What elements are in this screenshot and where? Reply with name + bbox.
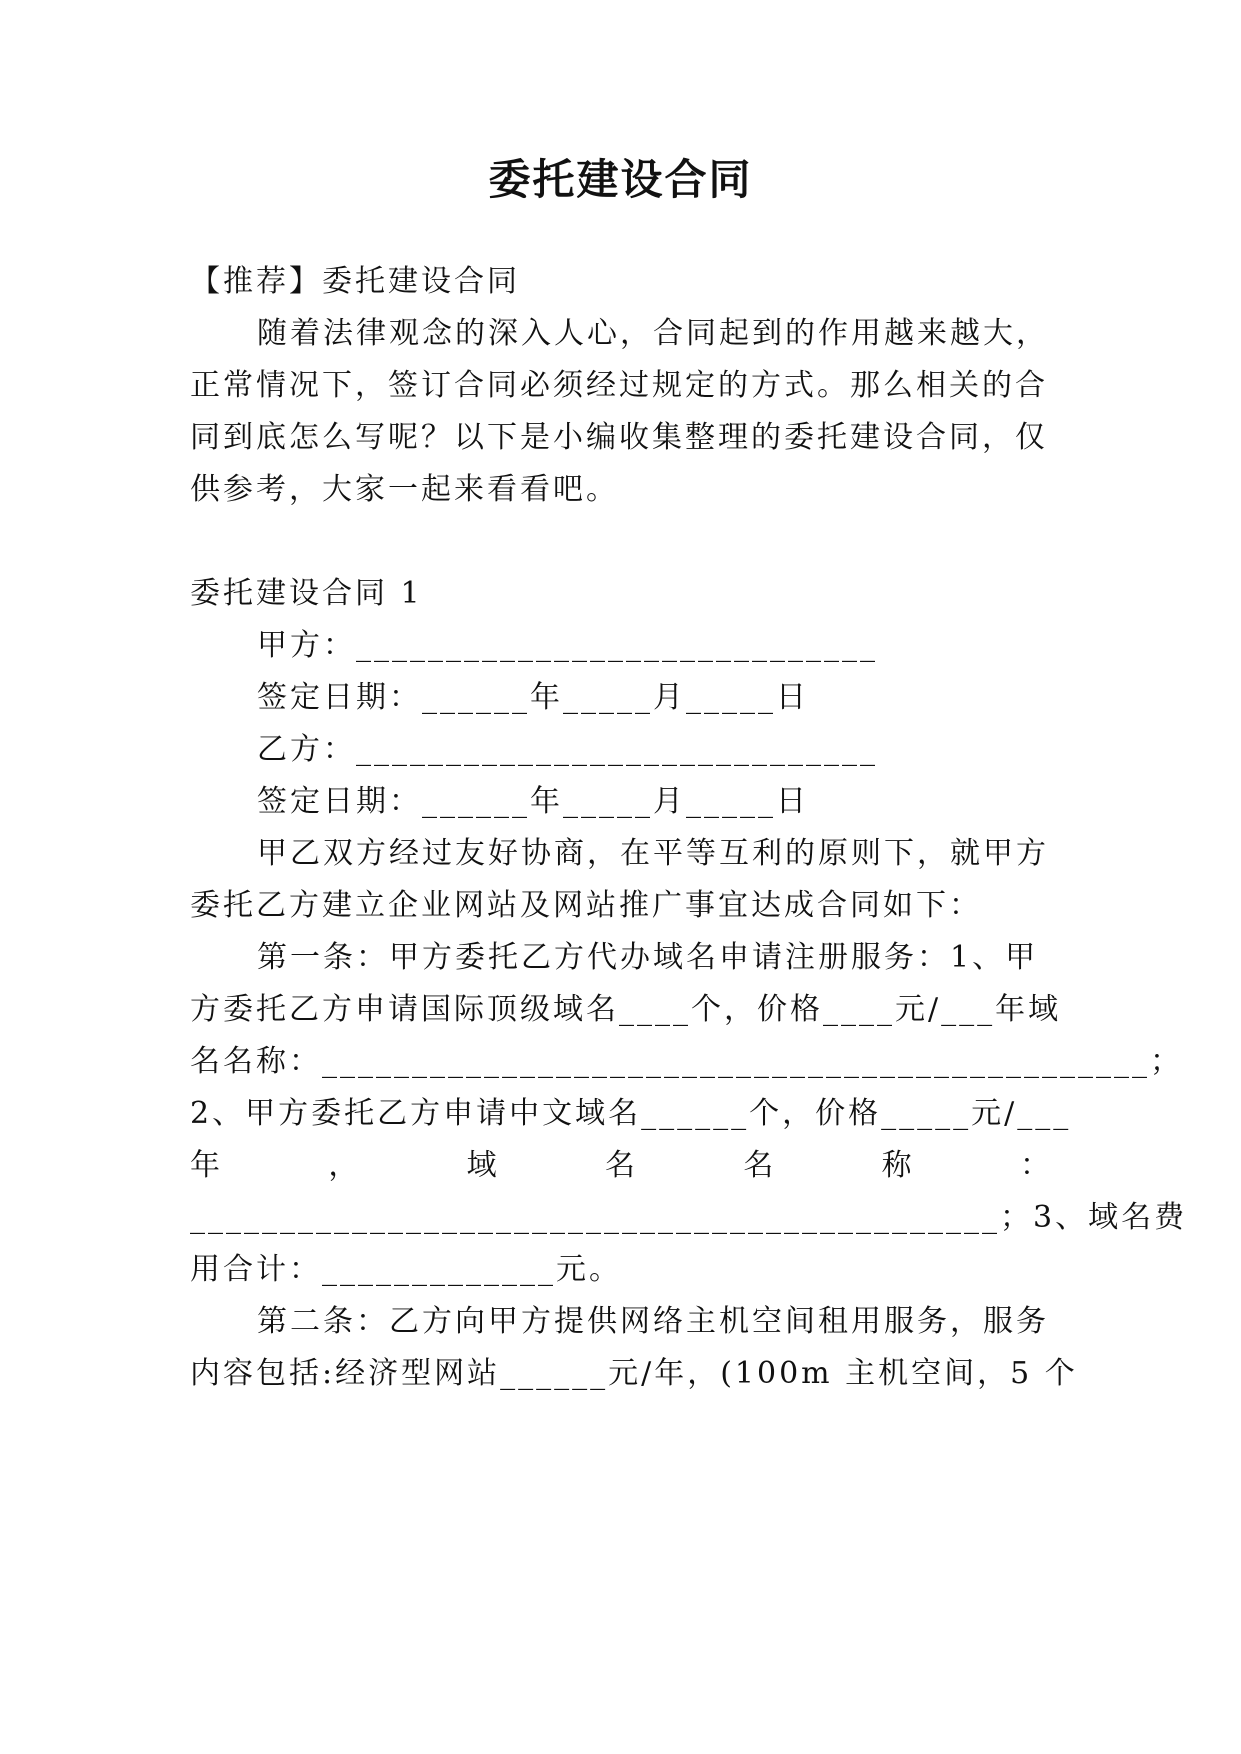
intro-line-1: 随着法律观念的深入人心，合同起到的作用越来越大，: [257, 316, 1049, 351]
recommend-heading: 【推荐】委托建设合同: [190, 264, 520, 299]
spread-char: 域: [466, 1148, 497, 1183]
spread-char: ，: [328, 1148, 359, 1183]
agreement-line-1: 甲乙双方经过友好协商，在平等互利的原则下，就甲方: [257, 836, 1049, 871]
article-2-line-1: 第二条：乙方向甲方提供网络主机空间租用服务，服务: [257, 1304, 1049, 1339]
article-1-line-2: 方委托乙方申请国际顶级域名____个，价格____元/___年域: [190, 992, 1062, 1027]
spread-char: 名: [604, 1148, 635, 1183]
spread-char: 称: [881, 1148, 912, 1183]
party-b-date-line: 签定日期：______年_____月_____日: [257, 784, 809, 819]
party-a-date-line: 签定日期：______年_____月_____日: [257, 680, 809, 715]
article-2-line-2: 内容包括:经济型网站______元/年，(100m 主机空间，5 个: [190, 1356, 1078, 1391]
contract-heading: 委托建设合同 1: [190, 576, 423, 611]
spread-char: ：: [1019, 1148, 1050, 1183]
article-1-line-4: 2、甲方委托乙方申请中文域名______个，价格_____元/___: [190, 1096, 1072, 1131]
intro-line-3: 同到底怎么写呢？以下是小编收集整理的委托建设合同，仅: [190, 420, 1048, 455]
article-1-line-3: 名名称：______________________________________________；: [190, 1044, 1183, 1079]
article-1-line-1: 第一条：甲方委托乙方代办域名申请注册服务：1、甲: [257, 940, 1039, 975]
party-a-line: 甲方：_____________________________: [257, 628, 878, 663]
article-1-line-7: 用合计：_____________元。: [190, 1252, 622, 1287]
agreement-line-2: 委托乙方建立企业网站及网站推广事宜达成合同如下：: [190, 888, 982, 923]
party-b-line: 乙方：_____________________________: [257, 732, 878, 767]
intro-line-4: 供参考，大家一起来看看吧。: [190, 472, 619, 507]
spread-char: 年: [190, 1148, 220, 1183]
article-1-line-6: _____________________________________________；3、域名费: [190, 1200, 1188, 1235]
document-title: 委托建设合同: [488, 155, 753, 204]
article-1-spread-line: [190, 1146, 1050, 1186]
spread-char: 名: [743, 1148, 774, 1183]
intro-line-2: 正常情况下，签订合同必须经过规定的方式。那么相关的合: [190, 368, 1048, 403]
